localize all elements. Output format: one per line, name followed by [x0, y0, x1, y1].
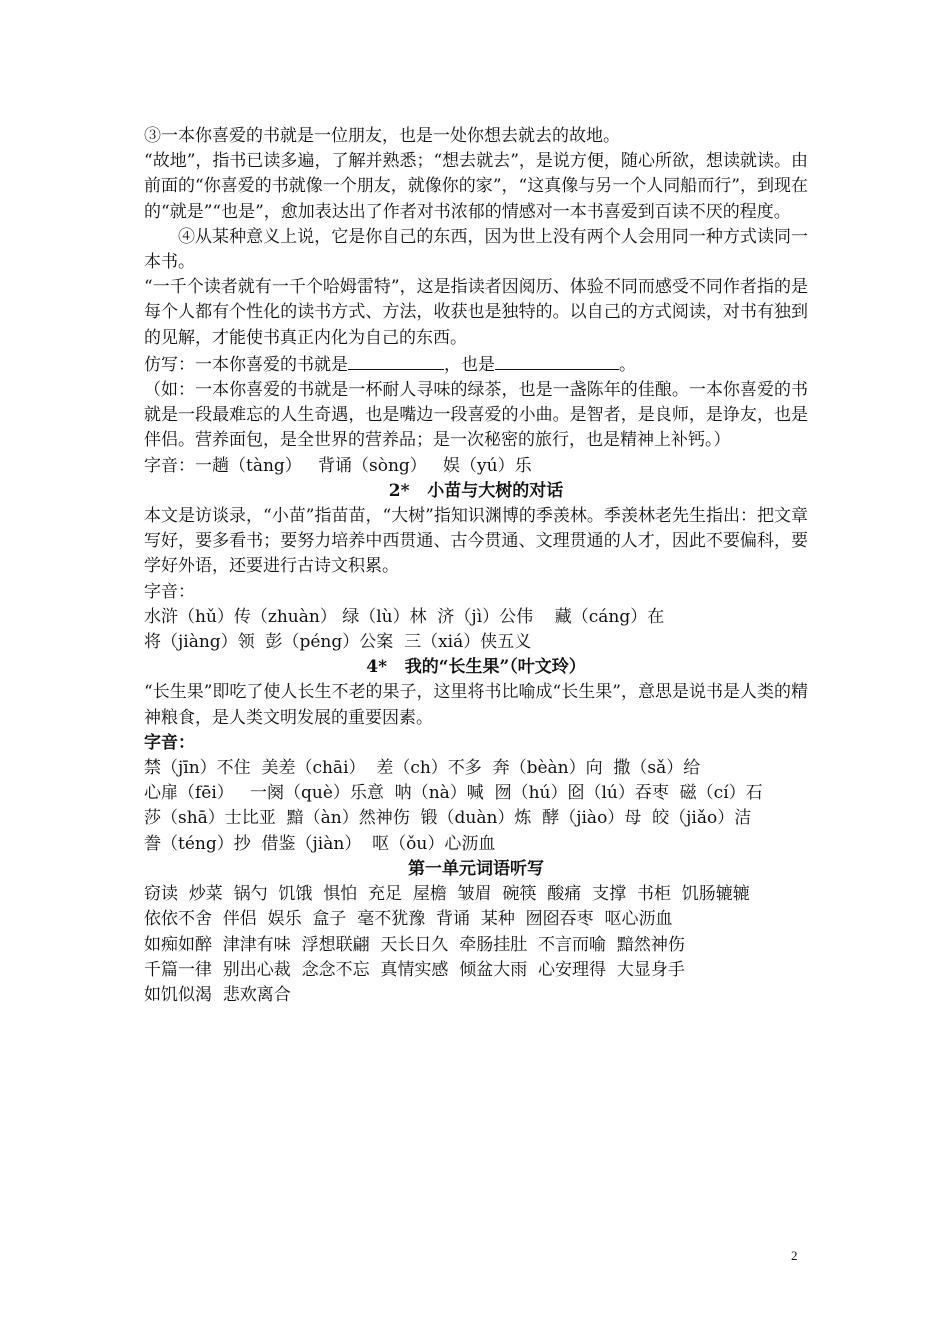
- vocabulary-line: 窃读 炒菜 锅勺 饥饿 惧怕 充足 屋檐 皱眉 碗筷 酸痛 支撑 书柜 饥肠辘辘: [144, 884, 750, 905]
- vocabulary-line: 如饥似渴 悲欢离合: [144, 984, 291, 1005]
- vocabulary-line: 依依不舍 伴侣 娱乐 盒子 毫不犹豫 背诵 某种 囫囵吞枣 呕心沥血: [144, 909, 673, 930]
- fill-blank: [348, 351, 444, 370]
- document-body: [144, 124, 808, 1008]
- text-segment: 仿写：一本你喜爱的书就是: [144, 354, 348, 375]
- pronunciation-line: 禁（jīn）不住 美差（chāi） 差（ch）不多 奔（bèàn）向 撒（sǎ）给: [144, 758, 701, 779]
- section-heading: 2* 小苗与大树的对话: [388, 480, 564, 501]
- fill-blank: [495, 351, 619, 370]
- paragraph: “长生果”即吃了使人长生不老的果子，这里将书比喻成“长生果”，意思是说书是人类的精神粮食，是人类文明发展的重要因素。: [144, 682, 808, 728]
- pronunciation-line: 水浒（hǔ）传（zhuàn） 绿（lù）林 济（jì）公伟 藏（cáng）在: [144, 606, 665, 627]
- pronunciation-line: 莎（shā）士比亚 黯（àn）然神伤 锻（duàn）炼 酵（jiào）母 皎（jiǎo）洁: [144, 808, 752, 829]
- paragraph: ③一本你喜爱的书就是一位朋友，也是一处你想去就去的故地。: [144, 126, 620, 146]
- paragraph: （如：一本你喜爱的书就是一杯耐人寻味的绿茶，也是一盏陈年的佳酿。一本你喜爱的书就是一段最难忘的人生奇遇，也是嘴边一段喜爱的小曲。是智者，是良师，是诤友，也是伴侣。营养面包，是全世界的营养品；是一次秘密的旅行，也是精神上补钙。）: [144, 380, 808, 451]
- section-heading: 4* 我的“长生果”（叶文玲）: [366, 657, 586, 678]
- section-heading: 第一单元词语听写: [408, 858, 544, 879]
- pronunciation-line: 心扉（fēi） 一阕（què）乐意 呐（nà）喊 囫（hú）囵（lú）吞枣 磁（cí）石: [144, 783, 763, 804]
- pronunciation-label: 字音：: [144, 732, 195, 753]
- text-segment: 。: [619, 354, 636, 375]
- paragraph: “一千个读者就有一千个哈姆雷特”，这是指读者因阅历、体验不同而感受不同作者指的是每个人都有个性化的读书方式、方法，收获也是独特的。以自己的方式阅读，对书有独到的见解，才能使书真正内化为自己的东西。: [144, 277, 808, 348]
- text-segment: ，也是: [444, 354, 495, 375]
- pronunciation-label: 字音：: [144, 581, 195, 602]
- page-number: 2: [791, 1248, 798, 1263]
- pronunciation-line: 字音：一趟（tàng） 背诵（sòng） 娱（yú）乐: [144, 455, 532, 476]
- vocabulary-line: 千篇一律 别出心裁 念念不忘 真情实感 倾盆大雨 心安理得 大显身手: [144, 959, 685, 980]
- paragraph: “故地”，指书已读多遍，了解并熟悉；“想去就去”，是说方便，随心所欲，想读就读。由前面的“你喜爱的书就像一个朋友，就像你的家”，“这真像与另一个人同船而行”，到现在的“就是”“也是”，愈加表达出了作者对书浓郁的情感对一本书喜爱到百读不厌的程度。: [144, 151, 808, 222]
- vocabulary-line: 如痴如醉 津津有味 浮想联翩 天长日久 牵肠挂肚 不言而喻 黯然神伤: [144, 934, 685, 955]
- pronunciation-line: 誊（téng）抄 借鉴（jiàn） 呕（ǒu）心沥血: [144, 833, 496, 854]
- paragraph: 本文是访谈录，“小苗”指苗苗，“大树”指知识渊博的季羡林。季羡林老先生指出：把文章写好，要多看书；要努力培养中西贯通、古今贯通、文理贯通的人才，因此不要偏科，要学好外语，还要进行古诗文积累。: [144, 506, 808, 577]
- paragraph: ④从某种意义上说，它是你自己的东西，因为世上没有两个人会用同一种方式读同一本书。: [144, 226, 808, 273]
- pronunciation-line: 将（jiàng）领 彭（péng）公案 三（xiá）侠五义: [144, 632, 532, 653]
- imitation-writing-line: [144, 351, 808, 378]
